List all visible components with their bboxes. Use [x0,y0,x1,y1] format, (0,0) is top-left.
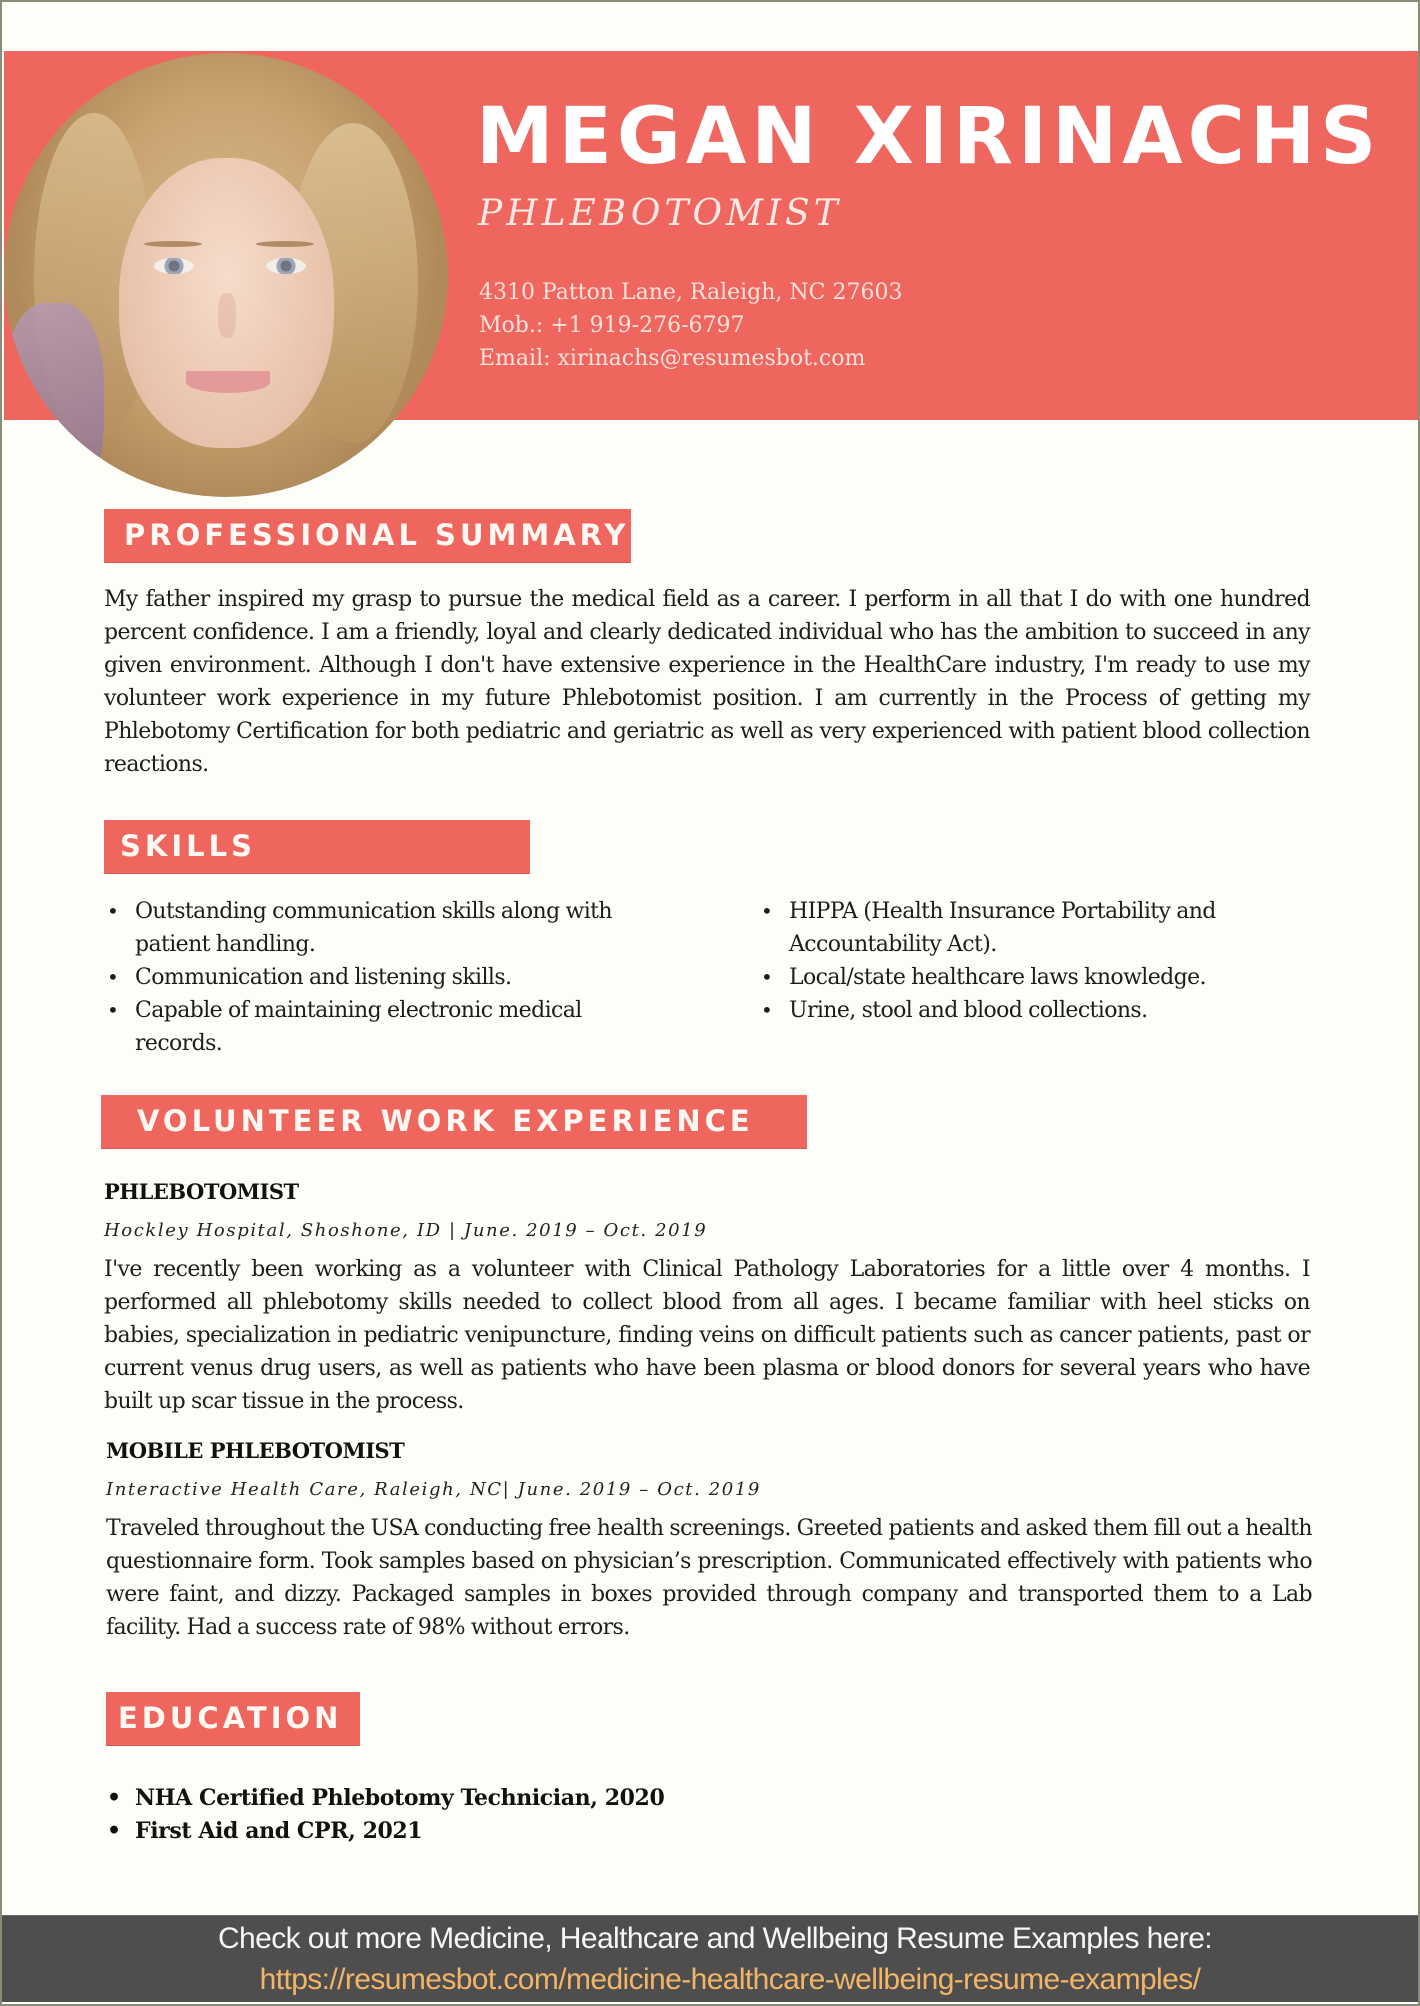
skill-item: • Communication and listening skills. [104,961,664,994]
promo-text: Check out more Medicine, Healthcare and Wellbeing Resume Examples here: [217,1922,1213,1955]
job-description: Traveled throughout the USA conducting free health screenings. Greeted patients and asked them fill out a health questionnaire form. Took samples based on physician’s prescription. Communicated effectively with patients who were faint, and dizzy. Packaged samples in boxes provided through company and transported them to a Lab facility. Had a success rate of 98% without errors. [106,1516,1312,1640]
section-header-summary [104,509,631,562]
promo-footer [2,1915,1418,2002]
section-title: PROFESSIONAL SUMMARY [124,518,630,552]
skill-item: • Urine, stool and blood collections. [758,994,1318,1027]
section-title: SKILLS [120,829,256,863]
skill-item: • Outstanding communication skills along with patient handling. [104,895,664,961]
job-meta: Hockley Hospital, Shoshone, ID | June. 2019 – Oct. 2019 [104,1220,708,1241]
section-header-skills [104,820,530,873]
skill-item: • HIPPA (Health Insurance Portability and Accountability Act). [758,895,1318,961]
promo-link[interactable]: https://resumesbot.com/medicine-healthcare-wellbeing-resume-examples/ [259,1963,1201,1996]
profile-photo [4,53,448,497]
job-description: I've recently been working as a volunteer with Clinical Pathology Laboratories for a little over 4 months. I performed all phlebotomy skills needed to collect blood from all ages. I became familiar with heel sticks on babies, specialization in pediatric venipuncture, finding veins on difficult patients such as cancer patients, past or current venus drug users, as well as patients who have been plasma or blood donors for several years who have built up scar tissue in the process. [104,1257,1310,1414]
section-header-education [106,1692,360,1745]
contact-email: Email: xirinachs@resumesbot.com [479,346,866,371]
job-role: PHLEBOTOMIST [104,1179,299,1204]
contact-address: 4310 Patton Lane, Raleigh, NC 27603 [479,280,903,305]
job-role: MOBILE PHLEBOTOMIST [106,1438,405,1463]
section-title: EDUCATION [118,1701,343,1735]
candidate-name: MEGAN XIRINACHS [476,92,1382,182]
education-item: • First Aid and CPR, 2021 [104,1815,664,1848]
education-item: • NHA Certified Phlebotomy Technician, 2020 [104,1782,664,1815]
skills-list-right [758,895,1318,1027]
skill-item: • Local/state healthcare laws knowledge. [758,961,1318,994]
photo-brow-left [144,241,202,247]
photo-brow-right [256,241,314,247]
photo-eye-left [154,258,194,274]
contact-mobile: Mob.: +1 919-276-6797 [479,313,745,338]
section-title: VOLUNTEER WORK EXPERIENCE [137,1104,754,1138]
skills-list-left [104,895,664,1060]
photo-scarf [4,303,104,497]
photo-eye-right [266,258,306,274]
section-header-volunteer [101,1095,807,1148]
candidate-title: PHLEBOTOMIST [478,193,842,234]
job-meta: Interactive Health Care, Raleigh, NC| June. 2019 – Oct. 2019 [106,1479,761,1500]
photo-nose [218,293,236,338]
skill-item: • Capable of maintaining electronic medical records. [104,994,664,1060]
summary-text: My father inspired my grasp to pursue the medical field as a career. I perform in all that I do with one hundred percent confidence. I am a friendly, loyal and clearly dedicated individual who has the ambition to succeed in any given environment. Although I don't have extensive experience in the HealthCare industry, I'm ready to use my volunteer work experience in my future Phlebotomist position. I am currently in the Process of getting my Phlebotomy Certification for both pediatric and geriatric as well as very experienced with patient blood collection reactions. [104,587,1310,777]
contact-block [479,276,902,375]
photo-mouth [186,371,270,393]
education-list [104,1782,664,1848]
